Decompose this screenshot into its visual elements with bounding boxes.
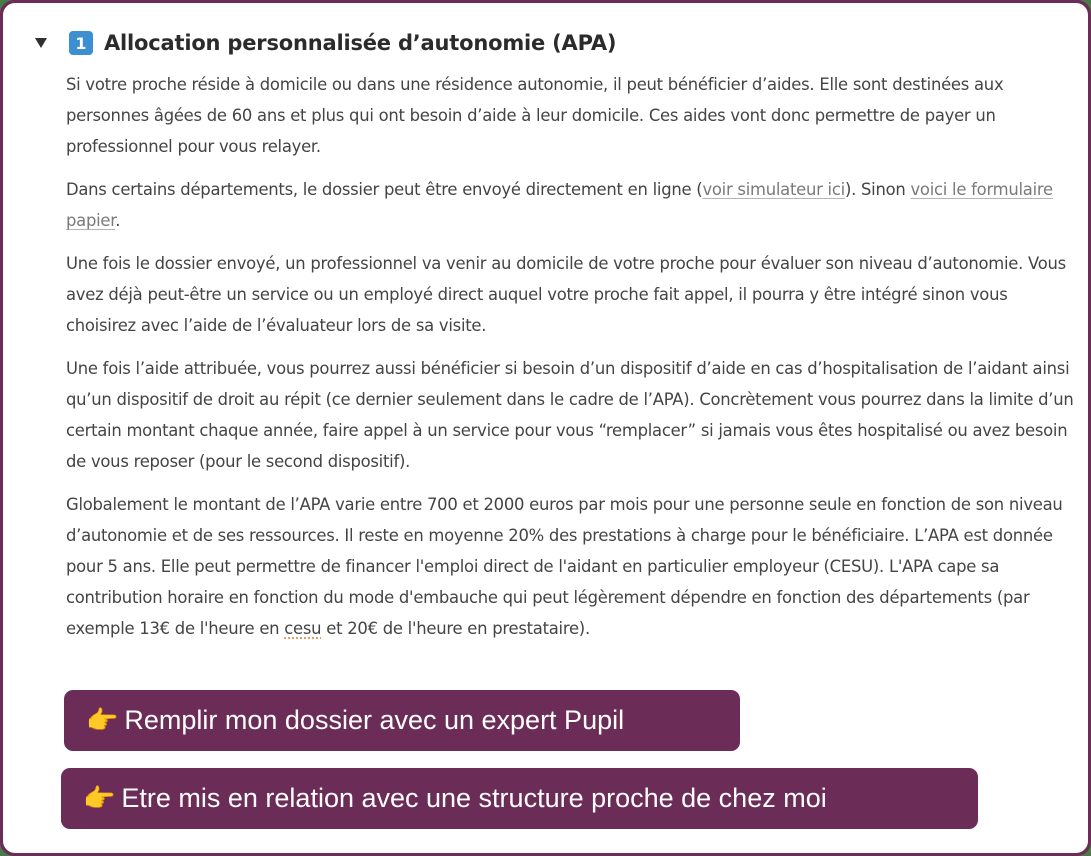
- pointing-hand-icon: 👉: [86, 705, 119, 735]
- text-span: .: [115, 211, 121, 230]
- toggle-block-card: [3, 3, 1088, 853]
- pointing-hand-icon: 👉: [83, 783, 116, 813]
- simulator-link[interactable]: voir simulateur ici: [702, 180, 845, 199]
- nearby-structure-button-label: Etre mis en relation avec une structure proche de chez moi: [121, 783, 827, 813]
- paragraph-evaluation: Une fois le dossier envoyé, un professionnel va venir au domicile de votre proche pour évaluer son niveau d’autonomie. Vous avez déjà peut-être un service ou un employé direct auquel votre proche fait appel, il pourra y être intégré sinon vous choisirez avec l’aide de l’évaluateur lors de sa visite.: [66, 254, 1066, 335]
- text-span: ). Sinon: [844, 180, 911, 199]
- toggle-content: [66, 69, 1076, 656]
- text-span: et 20€ de l'heure en prestataire).: [321, 619, 590, 638]
- expert-pupil-button-label: Remplir mon dossier avec un expert Pupil: [124, 705, 625, 735]
- toggle-triangle-icon[interactable]: [35, 38, 47, 48]
- paragraph-amount: [66, 489, 1076, 644]
- paragraph-respite: Une fois l’aide attribuée, vous pourrez aussi bénéficier si besoin d’un dispositif d’aide en cas d’hospitalisation de l’aidant ainsi qu’un dispositif de droit au répit (ce dernier seulement dans le cadre de l’APA). Concrètement vous pourrez dans la limite d’un certain montant chaque année, faire appel à un service pour vous “remplacer” si jamais vous êtes hospitalisé ou avez besoin de vous reposer (pour le second dispositif).: [66, 359, 1074, 471]
- section-title: Allocation personnalisée d’autonomie (APA): [104, 31, 617, 55]
- nearby-structure-button[interactable]: [61, 768, 978, 829]
- paragraph-application: [66, 174, 1076, 236]
- keycap-number-one-icon: 1: [69, 31, 93, 55]
- spellcheck-word: cesu: [284, 619, 322, 638]
- paragraph-eligibility: Si votre proche réside à domicile ou dans une résidence autonomie, il peut bénéficier d’aides. Elle sont destinées aux personnes âgées de 60 ans et plus qui ont besoin d’aide à leur domicile. Ces aides vont donc permettre de payer un professionnel pour vous relayer.: [66, 75, 1004, 156]
- text-span: Globalement le montant de l’APA varie entre 700 et 2000 euros par mois pour une personne seule en fonction de son niveau d’autonomie et de ses ressources. Il reste en moyenne 20% des prestations à charge pour le bénéficiaire. L’APA est donnée pour 5 ans. Elle peut permettre de financer l'emploi direct de l'aidant en particulier employeur (CESU). L'APA cape sa contribution horaire en fonction du mode d'embauche qui peut légèrement dépendre en fonction des départements (par exemple 13€ de l'heure en: [66, 495, 1063, 638]
- text-span: Dans certains départements, le dossier peut être envoyé directement en ligne (: [66, 180, 703, 199]
- paper-form-link[interactable]: voici le formulaire papier: [66, 180, 1053, 230]
- toggle-header[interactable]: [33, 25, 616, 61]
- expert-pupil-button[interactable]: [64, 690, 740, 751]
